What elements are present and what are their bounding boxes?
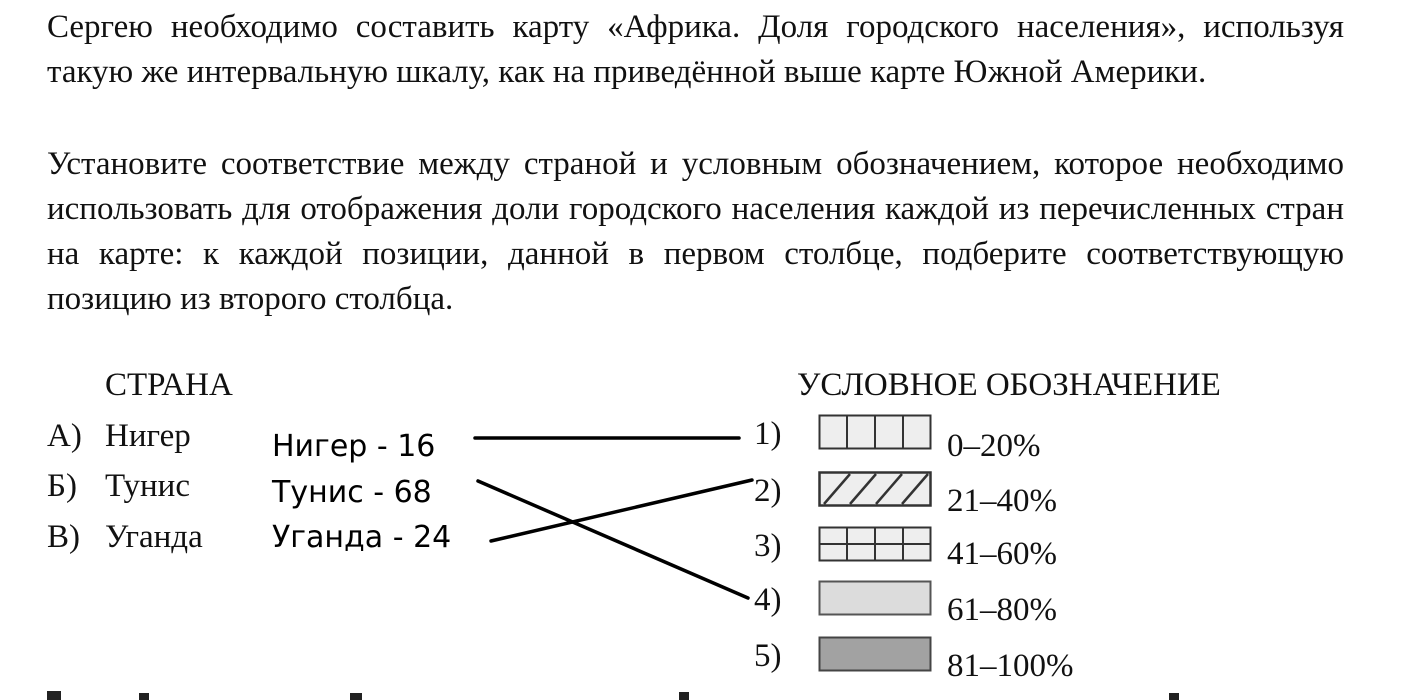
handwritten-note: Уганда - 24 — [272, 520, 452, 555]
country-name: Уганда — [105, 519, 203, 555]
legend-range: 61–80% — [947, 592, 1057, 628]
match-line-uganda — [491, 480, 752, 541]
legend-number: 3) — [754, 528, 782, 564]
country-row — [47, 517, 203, 557]
legend-number: 5) — [754, 638, 782, 674]
legend-swatch-dark-fill — [818, 636, 932, 672]
legend-number: 4) — [754, 582, 782, 618]
legend-number: 1) — [754, 416, 782, 452]
legend-swatch-grid — [818, 526, 932, 562]
legend-column-header: УСЛОВНОЕ ОБОЗНАЧЕНИЕ — [797, 367, 1221, 403]
country-name: Нигер — [105, 418, 191, 454]
legend-range: 41–60% — [947, 536, 1057, 572]
legend-range: 21–40% — [947, 483, 1057, 519]
country-row — [47, 466, 190, 506]
handwritten-note: Тунис - 68 — [272, 475, 432, 510]
country-letter: В) — [47, 519, 80, 555]
task-paragraph-1: Сергею необходимо составить карту «Африка. Доля городского населения», используя такую же интервальную шкалу, как на приведённой выше карте Южной Америки. — [47, 9, 1344, 90]
legend-number: 2) — [754, 473, 782, 509]
legend-swatch-diagonal-hatch — [818, 471, 932, 507]
legend-range: 0–20% — [947, 428, 1041, 464]
legend-swatch-vertical-lines — [818, 414, 932, 450]
task-paragraph-2: Установите соответствие между страной и условным обозначением, которое необходимо использовать для отображения доли городского населения каждой из перечисленных стран на карте: к каждой позиции, данной в первом столбце, подберите соответствующую позицию из второго столбца. — [47, 146, 1344, 317]
cut-off-next-line — [47, 688, 1344, 700]
country-column-header: СТРАНА — [105, 367, 233, 403]
legend-swatch-light-fill — [818, 580, 932, 616]
country-name: Тунис — [105, 468, 190, 504]
country-letter: А) — [47, 418, 82, 454]
match-line-tunisia — [478, 481, 748, 598]
country-row — [47, 416, 191, 456]
legend-range: 81–100% — [947, 648, 1074, 684]
country-letter: Б) — [47, 468, 77, 504]
handwritten-note: Нигер - 16 — [272, 429, 436, 464]
